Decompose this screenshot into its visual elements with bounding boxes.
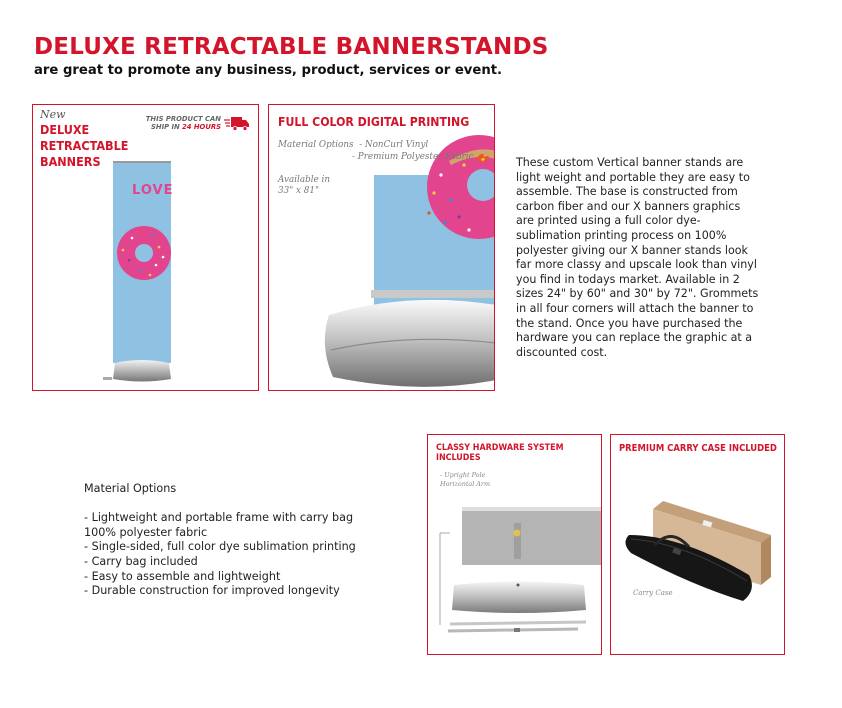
list-item: 100% polyester fabric	[84, 525, 208, 539]
ship-24-hours-badge: THIS PRODUCT CAN SHIP IN 24 HOURS	[145, 115, 221, 132]
material-options-section	[84, 482, 356, 599]
deluxe-banner-card[interactable]	[32, 104, 259, 391]
carry-case-caption: Carry Case	[633, 589, 673, 597]
material-options-heading: Material Options	[84, 482, 177, 495]
retractable-banner-stand-image	[33, 105, 259, 391]
hardware-system-title: CLASSY HARDWARE SYSTEM INCLUDES	[436, 443, 564, 463]
carry-case-card[interactable]	[610, 434, 785, 655]
list-item: - Durable construction for improved longevity	[84, 584, 340, 598]
list-item: - Lightweight and portable frame with carry bag	[84, 511, 354, 525]
list-item: - Carry bag included	[84, 554, 198, 568]
carry-case-image	[611, 435, 785, 655]
page-title: DELUXE RETRACTABLE BANNERSTANDS	[34, 34, 549, 60]
product-description: These custom Vertical banner stands are light weight and portable they are easy to assemble. The base is constructed from carbon fiber and our X banners graphics are printed using a full color dye-sublimation printing process on 100% polyester giving our X banner stands look far more classy and upscale look than vinyl you find in todays market. Available in 2 sizes 24" by 60" and 30" by 72". Grommets in all four corners will attach the banner to the stand. Once you have purchased the hardware you can replace the graphic at a discounted cost.	[516, 156, 759, 359]
banner-love-text: LOVE	[132, 183, 174, 198]
page-subtitle: are great to promote any business, product, services or event.	[34, 63, 503, 78]
hardware-system-card[interactable]	[427, 434, 602, 655]
material-options-caption: Material Options - NonCurl Vinyl	[278, 140, 429, 150]
deluxe-banners-title: DELUXE RETRACTABLE BANNERS	[40, 122, 129, 169]
full-color-printing-title: FULL COLOR DIGITAL PRINTING	[278, 115, 470, 129]
carry-case-title: PREMIUM CARRY CASE INCLUDED	[619, 443, 777, 454]
full-color-printing-card[interactable]	[268, 104, 495, 391]
new-label: New	[40, 108, 66, 121]
list-item: - Easy to assemble and lightweight	[84, 569, 281, 583]
premium-fabric-caption: - Premium Polyester Fabric	[352, 152, 474, 162]
hardware-parts-image	[428, 435, 602, 655]
flame-icon	[476, 151, 490, 163]
material-options-list	[84, 511, 356, 599]
list-item: - Single-sided, full color dye sublimation printing	[84, 540, 356, 554]
hardware-items-caption: - Upright Pole Horizontal Arm	[440, 471, 491, 488]
available-size-caption: Available in 33" x 81"	[278, 175, 331, 196]
